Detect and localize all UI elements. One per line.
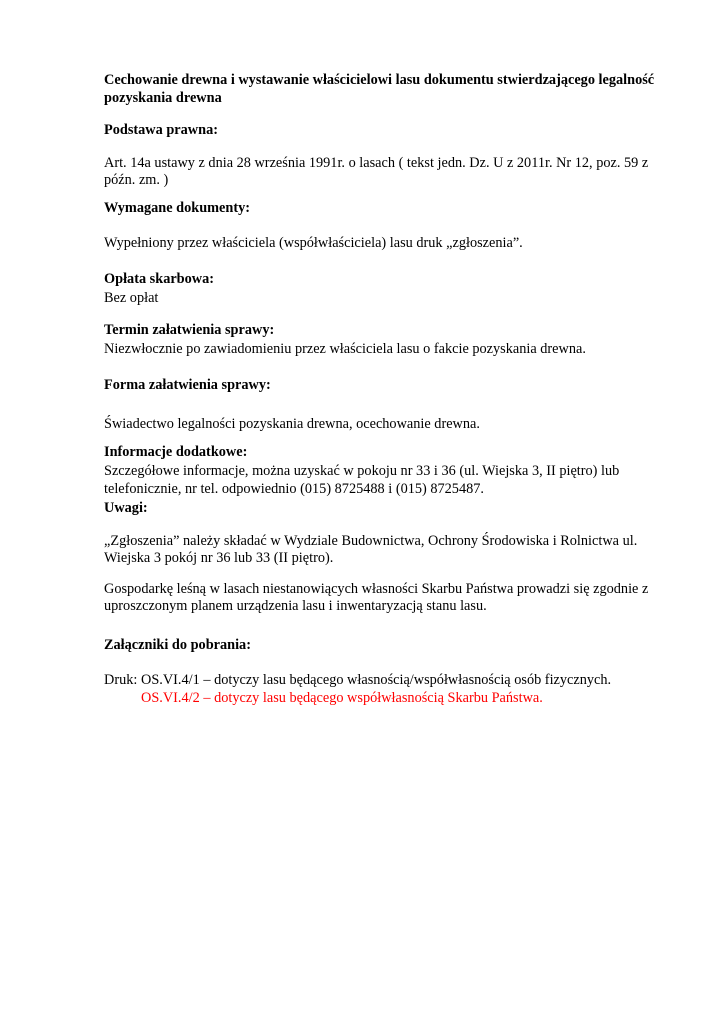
section-heading-oplata: Opłata skarbowa:	[104, 270, 215, 287]
document-title: Cechowanie drewna i wystawanie właścicielowi lasu dokumentu stwierdzającego legalność pozyskania drewna	[104, 72, 655, 106]
attachment-link-os-vi-4-2[interactable]: OS.VI.4/2 – dotyczy lasu będącego współwłasnością Skarbu Państwa.	[141, 689, 543, 706]
section-text-wymagane: Wypełniony przez właściciela (współwłaściciela) lasu druk „zgłoszenia”.	[104, 235, 523, 251]
section-heading-forma: Forma załatwienia sprawy:	[104, 376, 271, 393]
section-heading-zalaczniki: Załączniki do pobrania:	[104, 636, 251, 653]
druk-label: Druk:	[104, 672, 138, 688]
section-text-informacje: Szczegółowe informacje, można uzyskać w pokoju nr 33 i 36 (ul. Wiejska 3, II piętro) lub telefonicznie, nr tel. odpowiednio (015) 8725488 i (015) 8725487.	[104, 463, 620, 497]
section-heading-podstawa: Podstawa prawna:	[104, 122, 218, 138]
section-heading-informacje: Informacje dodatkowe:	[104, 443, 248, 460]
section-text-oplata: Bez opłat	[104, 290, 159, 306]
section-heading-termin: Termin załatwienia sprawy:	[104, 321, 275, 338]
section-heading-uwagi: Uwagi:	[104, 500, 148, 516]
section-heading-wymagane: Wymagane dokumenty:	[104, 199, 251, 216]
section-text-forma: Świadectwo legalności pozyskania drewna, ocechowanie drewna.	[104, 416, 480, 432]
attachment-items	[141, 672, 664, 707]
attachment-link-os-vi-4-1[interactable]: OS.VI.4/1 – dotyczy lasu będącego własnością/współwłasnością osób fizycznych.	[141, 672, 612, 688]
section-text-uwagi-1: „Zgłoszenia” należy składać w Wydziale Budownictwa, Ochrony Środowiska i Rolnictwa ul. Wiejska 3 pokój nr 36 lub 33 (II piętro).	[104, 532, 638, 566]
section-text-termin: Niezwłocznie po zawiadomieniu przez właściciela lasu o fakcie pozyskania drewna.	[104, 341, 586, 357]
document-content	[104, 72, 664, 707]
section-text-uwagi-2: Gospodarkę leśną w lasach niestanowiących własności Skarbu Państwa prowadzi się zgodnie z uproszczonym planem urządzenia lasu i inwentaryzacją stanu lasu.	[104, 580, 649, 614]
section-text-podstawa: Art. 14a ustawy z dnia 28 września 1991r. o lasach ( tekst jedn. Dz. U z 2011r. Nr 12, poz. 59 z późn. zm. )	[104, 154, 649, 188]
attachments-list	[104, 672, 664, 707]
